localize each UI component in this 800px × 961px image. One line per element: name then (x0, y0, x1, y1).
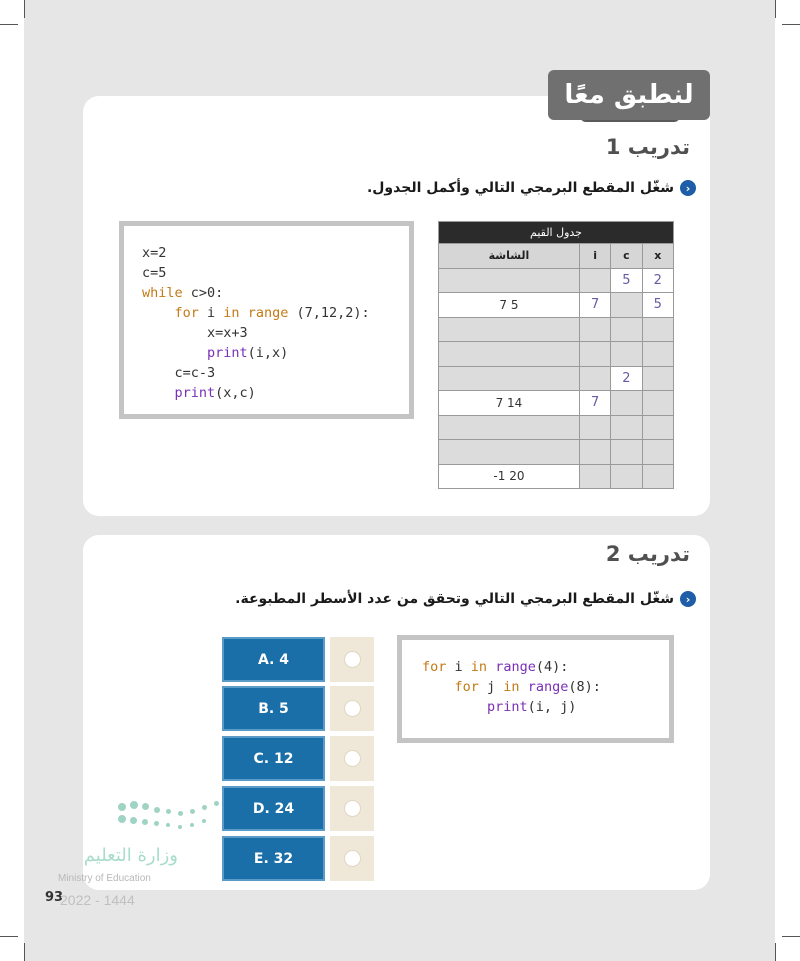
year-label: 2022 - 1444 (60, 892, 135, 908)
option-a-label[interactable]: A. 4 (222, 637, 325, 682)
option-c-label[interactable]: C. 12 (222, 736, 325, 781)
crop-mark (775, 0, 776, 18)
radio-circle-icon[interactable] (344, 651, 361, 668)
code-line: print(i,x) (207, 345, 289, 361)
exercise1-title: تدريب 1 (605, 135, 690, 159)
cell-x[interactable] (642, 317, 673, 342)
option-c-radio[interactable] (330, 736, 374, 781)
exercise1-code-box (119, 221, 414, 419)
option-d[interactable] (222, 786, 374, 831)
cell-i[interactable] (579, 342, 610, 367)
cell-x[interactable] (642, 440, 673, 465)
option-a[interactable] (222, 637, 374, 682)
cell-i[interactable] (579, 415, 610, 440)
cell-c: 5 (611, 268, 642, 293)
crop-mark (782, 24, 800, 25)
section-banner: لنطبق معًا (548, 70, 710, 120)
option-e[interactable] (222, 836, 374, 881)
option-b-label[interactable]: B. 5 (222, 686, 325, 731)
code-keyword: while (142, 285, 183, 301)
cell-screen[interactable] (439, 415, 580, 440)
cell-x[interactable] (642, 415, 673, 440)
code-keyword: in (470, 659, 488, 675)
logo-english-text: Ministry of Education (58, 873, 151, 884)
code-function: print (207, 345, 248, 361)
option-d-radio[interactable] (330, 786, 374, 831)
table-row (439, 391, 674, 416)
code-keyword: for (174, 305, 199, 321)
table-row (439, 342, 674, 367)
exercise1-instruction (367, 180, 696, 196)
table-row (439, 293, 674, 318)
code-keyword: range (247, 305, 289, 321)
code-line: while c>0: (142, 285, 224, 301)
code-line: x=2 (142, 245, 167, 261)
code-line: for i in range(4): (422, 659, 569, 675)
cell-x[interactable] (642, 391, 673, 416)
cell-screen: -1 20 (439, 464, 580, 489)
code-keyword: in (503, 679, 520, 695)
option-b[interactable] (222, 686, 374, 731)
code-line: for j in range(8): (454, 679, 601, 695)
column-header-c: c (611, 244, 642, 269)
cell-i[interactable] (579, 317, 610, 342)
option-e-radio[interactable] (330, 836, 374, 881)
cell-screen: 7 5 (439, 293, 580, 318)
cell-c: 2 (611, 366, 642, 391)
cell-i[interactable] (579, 366, 610, 391)
radio-circle-icon[interactable] (344, 800, 361, 817)
code-function: range (495, 659, 536, 675)
cell-i[interactable] (579, 464, 610, 489)
cell-c[interactable] (611, 415, 642, 440)
radio-circle-icon[interactable] (344, 850, 361, 867)
logo-arabic-text: وزارة التعليم (83, 845, 178, 866)
crop-mark (775, 943, 776, 961)
code-line: print(i, j) (487, 699, 577, 715)
logo-dots-graphic (118, 795, 238, 835)
values-table-caption: جدول القيم (439, 222, 674, 244)
chevron-left-icon: ‹ (680, 180, 696, 196)
cell-c[interactable] (611, 391, 642, 416)
ministry-logo (58, 795, 188, 895)
option-b-radio[interactable] (330, 686, 374, 731)
table-row (439, 440, 674, 465)
cell-i[interactable] (579, 440, 610, 465)
cell-i[interactable] (579, 268, 610, 293)
cell-i: 7 (579, 293, 610, 318)
exercise1-code (142, 243, 391, 403)
table-row (439, 317, 674, 342)
cell-x[interactable] (642, 464, 673, 489)
code-line: c=c-3 (174, 365, 216, 381)
cell-screen[interactable] (439, 268, 580, 293)
column-header-x: x (642, 244, 673, 269)
exercise2-code (422, 657, 649, 717)
crop-mark (24, 943, 25, 961)
code-line: print(x,c) (174, 385, 256, 401)
crop-mark (782, 936, 800, 937)
code-keyword: for (454, 679, 479, 695)
exercise2-title: تدريب 2 (605, 542, 690, 566)
option-e-label[interactable]: E. 32 (222, 836, 325, 881)
table-row (439, 268, 674, 293)
cell-screen[interactable] (439, 366, 580, 391)
values-table (438, 221, 674, 489)
cell-c[interactable] (611, 440, 642, 465)
exercise2-instruction-text: شغّل المقطع البرمجي التالي وتحقق من عدد الأسطر المطبوعة. (235, 591, 674, 607)
exercise1-instruction-text: شغّل المقطع البرمجي التالي وأكمل الجدول. (366, 180, 674, 196)
cell-c[interactable] (611, 464, 642, 489)
code-line: for i in range (7,12,2): (174, 305, 370, 321)
code-line: c=5 (142, 265, 167, 281)
option-a-radio[interactable] (330, 637, 374, 682)
cell-c[interactable] (611, 342, 642, 367)
cell-x: 5 (642, 293, 673, 318)
code-function: print (174, 385, 216, 401)
table-row (439, 366, 674, 391)
crop-mark (24, 0, 25, 18)
code-line: x=x+3 (207, 325, 248, 341)
code-keyword: for (422, 659, 447, 675)
column-header-screen: الشاشة (439, 244, 580, 269)
cell-c[interactable] (611, 293, 642, 318)
crop-mark (0, 24, 18, 25)
page-number: 93 (45, 890, 64, 905)
radio-circle-icon[interactable] (344, 700, 361, 717)
exercise2-instruction (235, 591, 696, 607)
option-d-label[interactable]: D. 24 (222, 786, 325, 831)
code-function: range (527, 679, 569, 695)
table-row (439, 464, 674, 489)
option-c[interactable] (222, 736, 374, 781)
cell-screen[interactable] (439, 317, 580, 342)
cell-x[interactable] (642, 366, 673, 391)
cell-i: 7 (579, 391, 610, 416)
cell-x: 2 (642, 268, 673, 293)
cell-screen[interactable] (439, 440, 580, 465)
code-function: print (487, 699, 528, 715)
exercise2-code-box (397, 635, 674, 743)
chevron-left-icon: ‹ (680, 591, 696, 607)
cell-screen: 7 14 (439, 391, 580, 416)
column-header-i: i (579, 244, 610, 269)
crop-mark (0, 936, 18, 937)
cell-c[interactable] (611, 317, 642, 342)
code-keyword: in (223, 305, 240, 321)
radio-circle-icon[interactable] (344, 750, 361, 767)
cell-x[interactable] (642, 342, 673, 367)
table-row (439, 415, 674, 440)
cell-screen[interactable] (439, 342, 580, 367)
